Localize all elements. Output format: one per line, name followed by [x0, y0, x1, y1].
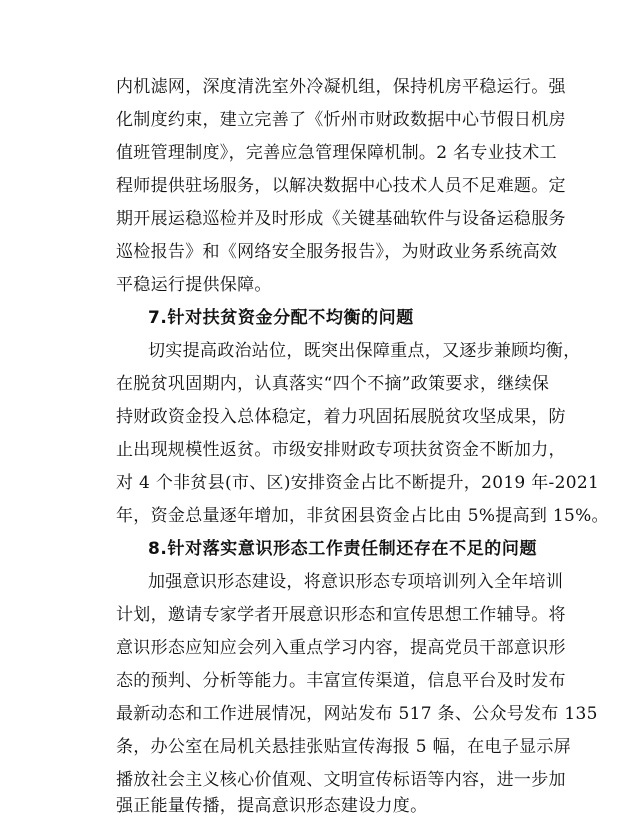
- paragraph-line: 化制度约束，建立完善了《忻州市财政数据中心节假日机房: [116, 110, 566, 130]
- paragraph-line: 播放社会主义核心价值观、文明宣传标语等内容，进一步加: [116, 770, 566, 790]
- paragraph-line: 计划，邀请专家学者开展意识形态和宣传思想工作辅导。将: [116, 605, 566, 625]
- paragraph-line: 加强意识形态建设，将意识形态专项培训列入全年培训: [148, 572, 564, 592]
- paragraph-line: 止出现规模性返贫。市级安排财政专项扶贫资金不断加力，: [116, 440, 566, 460]
- section-heading-8: 8.针对落实意识形态工作责任制还存在不足的问题: [148, 539, 538, 559]
- paragraph-line: 切实提高政治站位，既突出保障重点，又逐步兼顾均衡，: [148, 341, 581, 361]
- paragraph-line: 内机滤网，深度清洗室外冷凝机组，保持机房平稳运行。强: [116, 77, 566, 97]
- paragraph-line: 态的预判、分析等能力。丰富宣传渠道，信息平台及时发布: [116, 671, 566, 691]
- paragraph-line: 在脱贫巩固期内，认真落实“四个不摘”政策要求，继续保: [116, 374, 550, 394]
- paragraph-line: 程师提供驻场服务，以解决数据中心技术人员不足难题。定: [116, 176, 566, 196]
- paragraph-line: 最新动态和工作进展情况，网站发布 517 条、公众号发布 135: [116, 704, 598, 724]
- paragraph-line: 对 4 个非贫县(市、区)安排资金占比不断提升，2019 年-2021: [116, 473, 600, 493]
- paragraph-line: 值班管理制度》，完善应急管理保障机制。2 名专业技术工: [116, 143, 557, 163]
- paragraph-line: 年，资金总量逐年增加，非贫困县资金占比由 5%提高到 15%。: [116, 506, 609, 526]
- section-heading-7: 7.针对扶贫资金分配不均衡的问题: [148, 308, 414, 328]
- paragraph-line: 意识形态应知应会列入重点学习内容，提高党员干部意识形: [116, 638, 566, 658]
- paragraph-line: 期开展运稳巡检并及时形成《关键基础软件与设备运稳服务: [116, 209, 566, 229]
- paragraph-line: 平稳运行提供保障。: [116, 275, 272, 295]
- paragraph-line: 强正能量传播，提高意识形态建设力度。: [116, 796, 428, 816]
- paragraph-line: 持财政资金投入总体稳定，着力巩固拓展脱贫攻坚成果，防: [116, 407, 566, 427]
- paragraph-line: 巡检报告》和《网络安全服务报告》，为财政业务系统高效: [116, 242, 558, 262]
- paragraph-line: 条，办公室在局机关悬挂张贴宣传海报 5 幅，在电子显示屏: [116, 737, 572, 757]
